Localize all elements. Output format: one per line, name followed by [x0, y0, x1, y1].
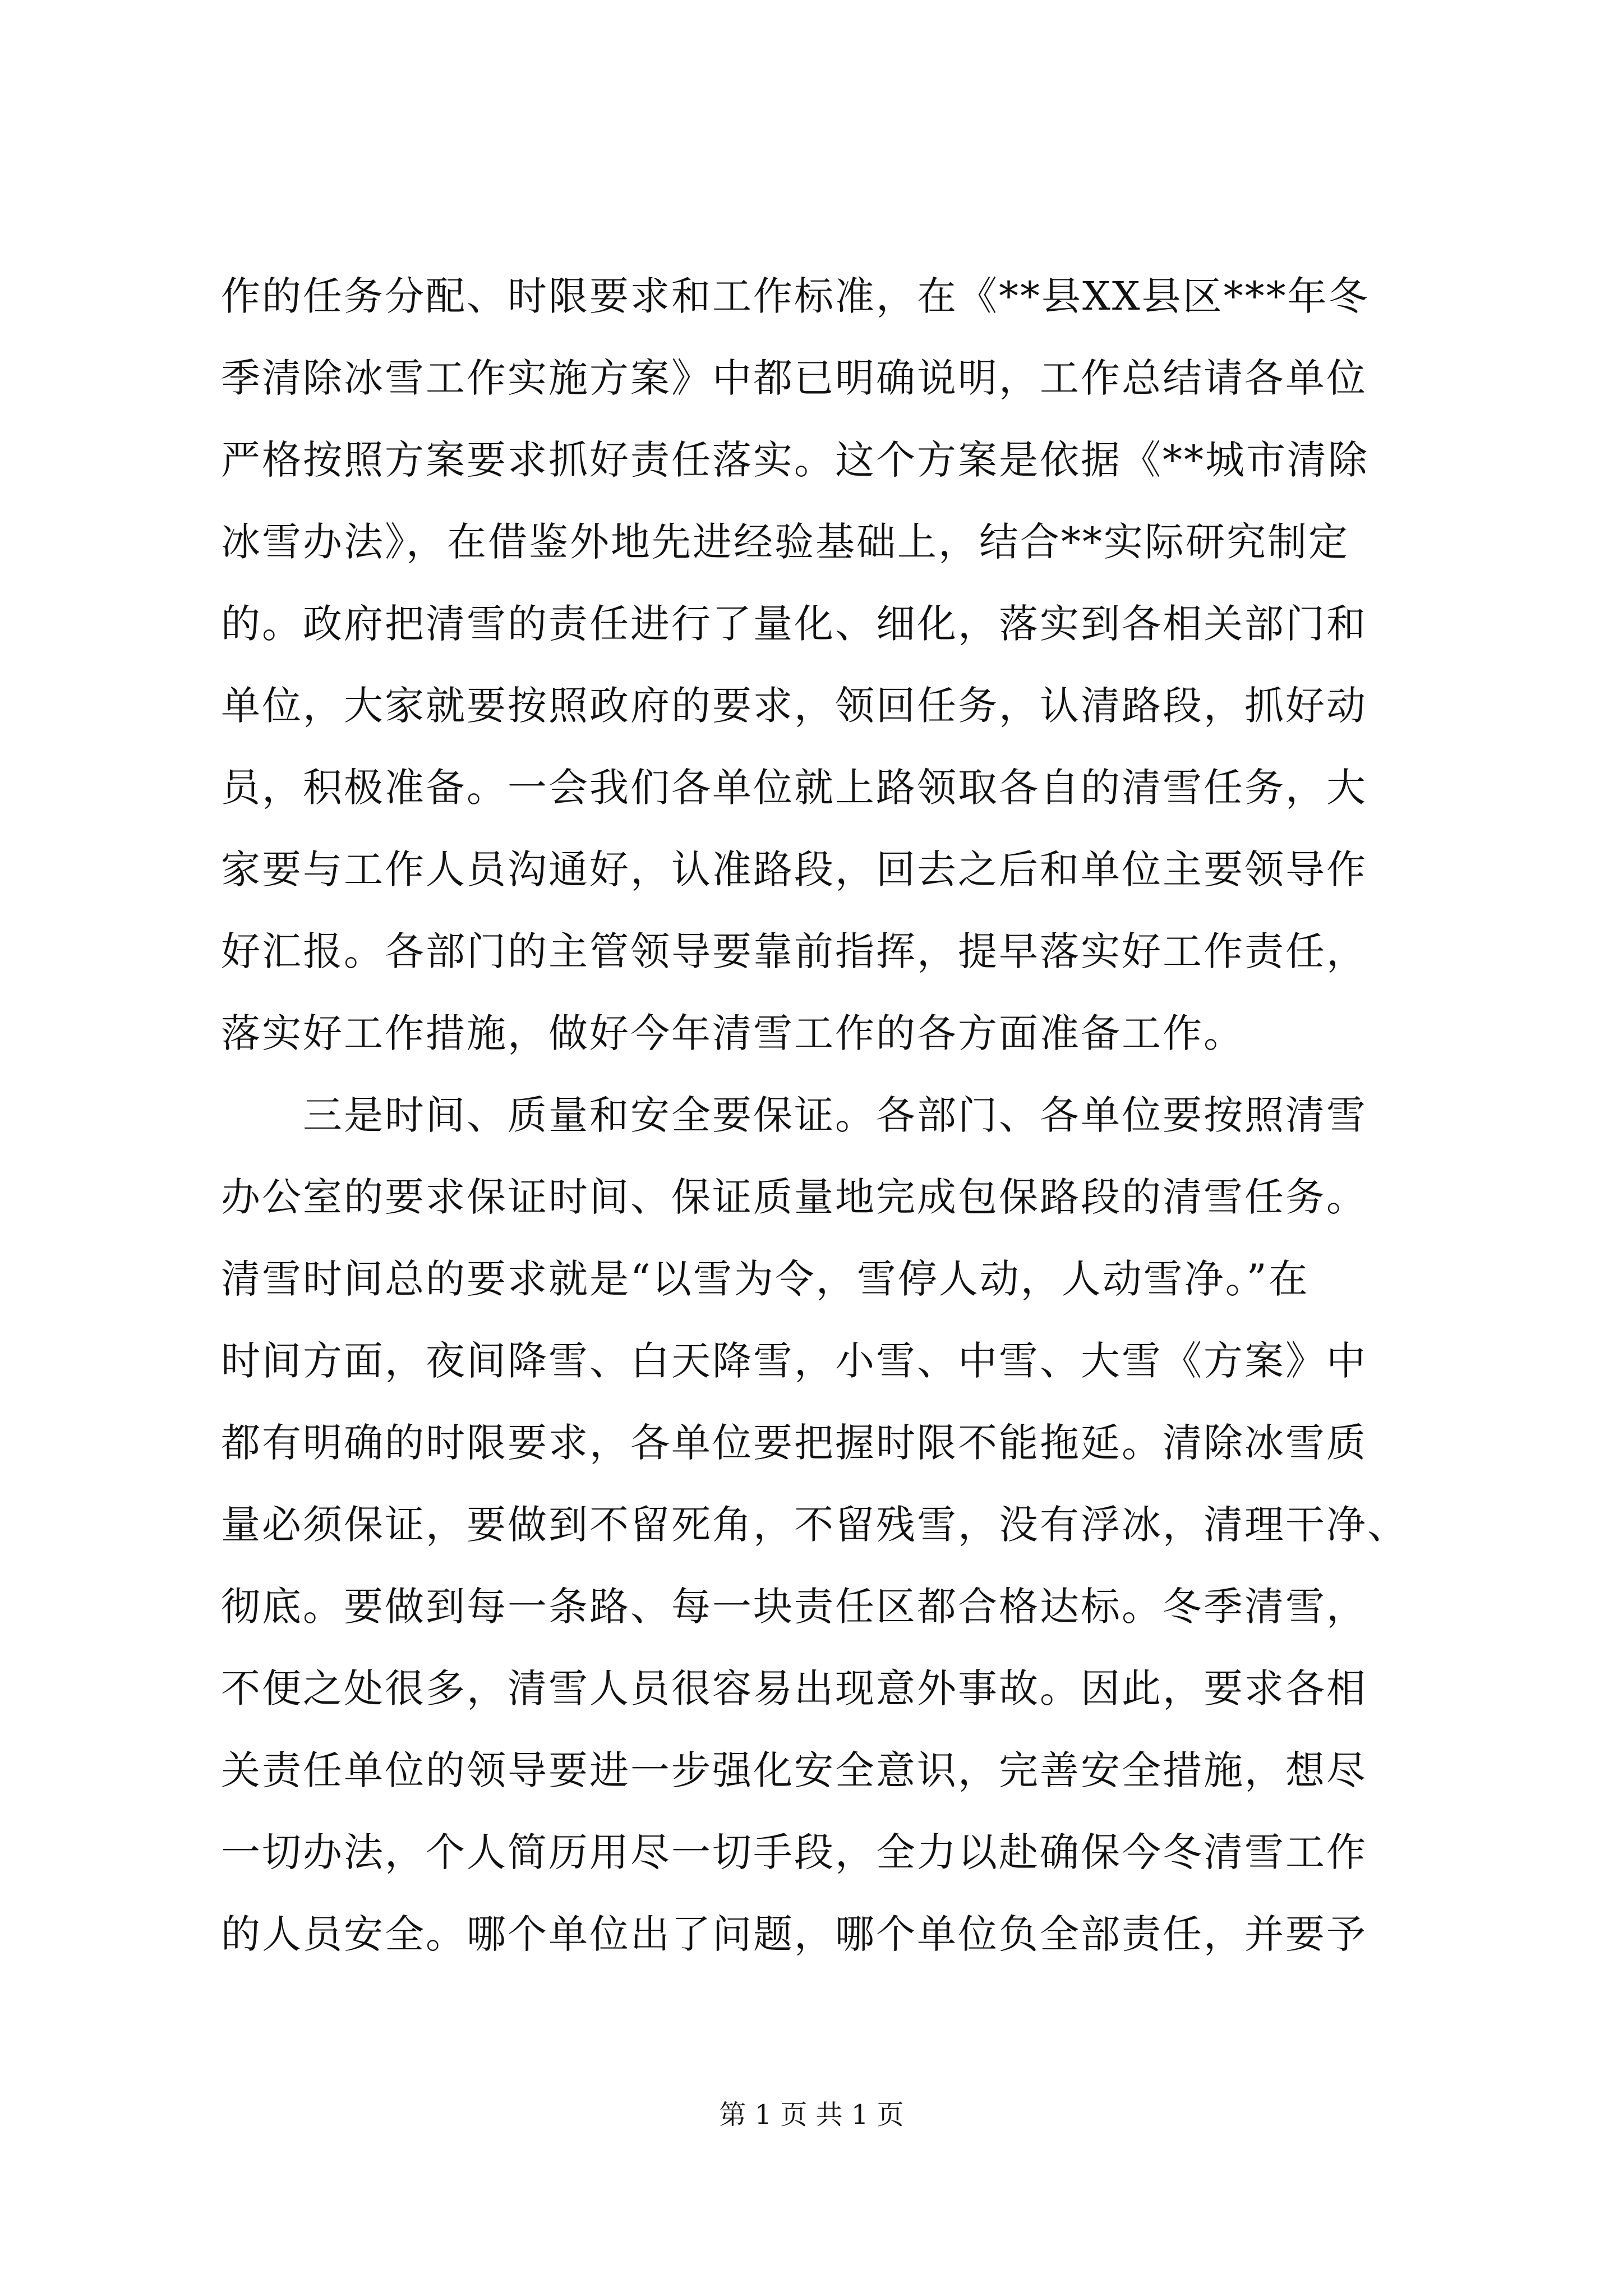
text-line: 落实好工作措施，做好今年清雪工作的各方面准备工作。	[221, 1010, 1244, 1056]
text-line: 彻底。要做到每一条路、每一块责任区都合格达标。冬季清雪，	[221, 1584, 1367, 1630]
text-line: 家要与工作人员沟通好，认准路段，回去之后和单位主要领导作	[221, 846, 1367, 892]
text-line: 不便之处很多，清雪人员很容易出现意外事故。因此，要求各相	[221, 1665, 1367, 1711]
text-line: 时间方面，夜间降雪、白天降雪，小雪、中雪、大雪《方案》中	[221, 1338, 1367, 1384]
text-line: 一切办法，个人简历用尽一切手段，全力以赴确保今冬清雪工作	[221, 1829, 1367, 1875]
text-line: 员，积极准备。一会我们各单位就上路领取各自的清雪任务，大	[221, 765, 1367, 811]
text-line: 好汇报。各部门的主管领导要靠前指挥，提早落实好工作责任，	[221, 928, 1367, 974]
page-number-label: 第 1 页 共 1 页	[719, 2099, 904, 2131]
text-line: 清雪时间总的要求就是“以雪为令，雪停人动，人动雪净。”在	[221, 1256, 1310, 1302]
text-line: 的。政府把清雪的责任进行了量化、细化，落实到各相关部门和	[221, 601, 1367, 647]
text-line: 严格按照方案要求抓好责任落实。这个方案是依据《**城市清除	[221, 437, 1369, 483]
text-line: 季清除冰雪工作实施方案》中都已明确说明，工作总结请各单位	[221, 355, 1367, 401]
page-footer	[0, 2095, 1623, 2134]
text-line: 办公室的要求保证时间、保证质量地完成包保路段的清雪任务。	[221, 1174, 1367, 1220]
text-line: 作的任务分配、时限要求和工作标准，在《**县XX县区***年冬	[221, 273, 1370, 319]
text-line: 量必须保证，要做到不留死角，不留残雪，没有浮冰，清理干净、	[221, 1502, 1408, 1548]
text-line: 都有明确的时限要求，各单位要把握时限不能拖延。清除冰雪质	[221, 1420, 1367, 1466]
text-line: 的人员安全。哪个单位出了问题，哪个单位负全部责任，并要予	[221, 1911, 1367, 1957]
text-line: 单位，大家就要按照政府的要求，领回任务，认清路段，抓好动	[221, 683, 1367, 729]
text-line: 冰雪办法》，在借鉴外地先进经验基础上，结合**实际研究制定	[221, 519, 1349, 565]
text-line: 三是时间、质量和安全要保证。各部门、各单位要按照清雪	[221, 1092, 1367, 1138]
document-body	[221, 255, 1410, 1975]
text-line: 关责任单位的领导要进一步强化安全意识，完善安全措施，想尽	[221, 1747, 1367, 1793]
